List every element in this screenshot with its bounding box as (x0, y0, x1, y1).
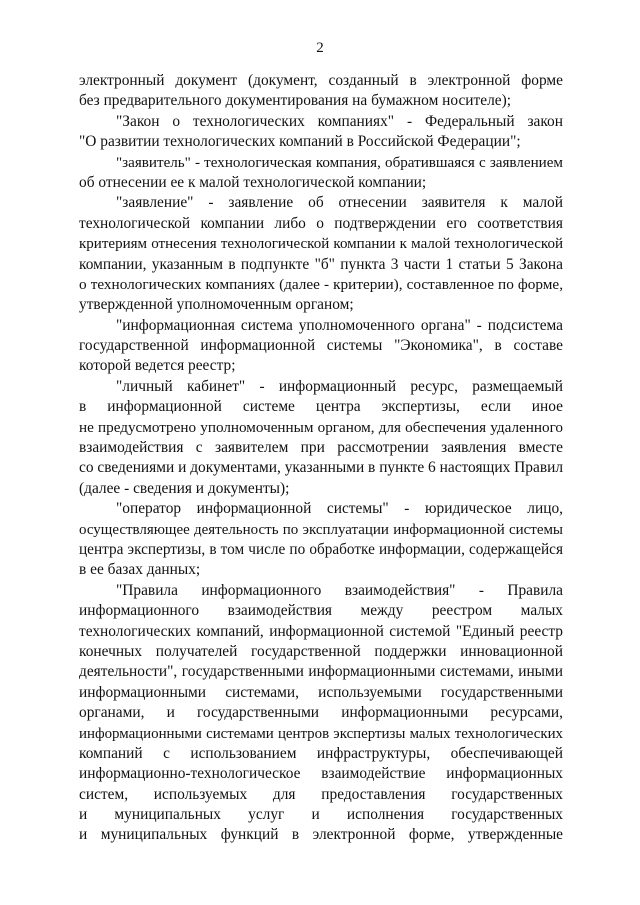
text-line: со сведениями и документами, указанными в пункте 6 настоящих Правил (79, 459, 563, 477)
document-body (79, 71, 563, 846)
text-line: деятельности", государственными информационными системами, иными (79, 663, 563, 681)
text-line: технологических компаний, информационной системой "Единый реестр (79, 622, 563, 640)
text-line: компании, указанным в подпункте "б" пункта 3 части 1 статьи 5 Закона (79, 255, 563, 273)
text-line: об отнесении ее к малой технологической компании; (79, 173, 427, 191)
text-line: информационными системами центров экспертизы малых технологических (79, 725, 563, 742)
text-line: и муниципальных функций в электронной форме, утвержденные (79, 826, 563, 844)
text-line: (далее - сведения и документы); (79, 479, 290, 497)
text-line: критериям отнесения технологической компании к малой технологической (79, 236, 563, 253)
text-line: информационного взаимодействия между реестром малых (79, 602, 563, 620)
text-line: "Правила информационного взаимодействия" - Правила (116, 581, 563, 599)
text-line: информационно-технологическое взаимодействие информационных (79, 765, 563, 783)
text-line: систем, используемых для предоставления государственных (79, 785, 563, 803)
text-line: "личный кабинет" - информационный ресурс, размещаемый (116, 377, 563, 395)
text-line: осуществляющее деятельность по эксплуатации информационной системы (79, 521, 563, 538)
text-line: утвержденной уполномоченным органом; (79, 296, 354, 314)
text-line: в информационной системе центра экспертизы, если иное (79, 398, 563, 416)
text-line: центра экспертизы, в том числе по обработке информации, содержащейся (79, 540, 563, 558)
text-line: о технологических компаниях (далее - критерии), составленное по форме, (79, 275, 563, 293)
text-line: компаний с использованием инфраструктуры, обеспечивающей (79, 744, 563, 762)
text-line: без предварительного документирования на бумажном носителе); (79, 92, 512, 110)
text-line: государственной информационной системы "Экономика", в составе (79, 337, 563, 355)
text-line: и муниципальных услуг и исполнения государственных (79, 806, 563, 824)
text-line: не предусмотрено уполномоченным органом, для обеспечения удаленного (79, 418, 563, 436)
text-line: "заявление" - заявление об отнесении заявителя к малой (116, 194, 563, 212)
text-line: органами, и государственными информационными ресурсами, (79, 704, 563, 722)
text-line: в ее базах данных; (79, 561, 201, 579)
text-line: конечных получателей государственной поддержки инновационной (79, 642, 563, 660)
text-line: которой ведется реестр; (79, 357, 236, 375)
text-line: информационными системами, используемыми государственными (79, 683, 563, 701)
page-number: 2 (316, 40, 324, 56)
text-line: "О развитии технологических компаний в Российской Федерации"; (79, 133, 521, 151)
text-line: взаимодействия с заявителем при рассмотрении заявления вместе (79, 439, 563, 457)
text-line: "Закон о технологических компаниях" - Федеральный закон (116, 112, 563, 130)
text-line: "заявитель" - технологическая компания, обратившаяся с заявлением (116, 154, 563, 171)
text-line: технологической компании либо о подтверждении его соответствия (79, 214, 563, 232)
text-line: электронный документ (документ, созданный в электронной форме (79, 72, 563, 89)
text-line: "оператор информационной системы" - юридическое лицо, (116, 500, 563, 518)
text-line: "информационная система уполномоченного органа" - подсистема (116, 316, 563, 334)
